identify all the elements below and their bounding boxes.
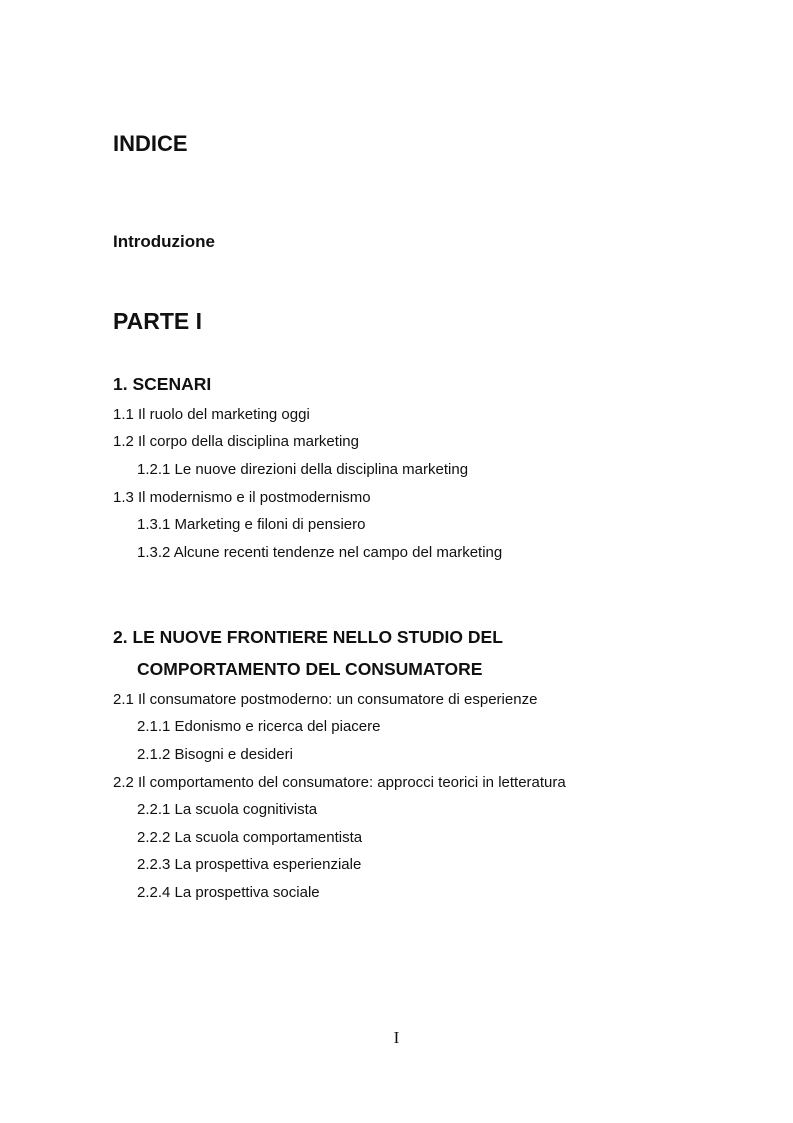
toc-subentry: 1.3.2 Alcune recenti tendenze nel campo del marketing <box>137 544 503 561</box>
toc-subentry: 2.2.1 La scuola cognitivista <box>137 801 318 818</box>
chapter-1-heading: 1. SCENARI <box>113 374 212 394</box>
toc-subentry: 2.2.4 La prospettiva sociale <box>137 884 320 901</box>
toc-subentry: 1.3.1 Marketing e filoni di pensiero <box>137 516 366 533</box>
toc-subentry: 1.2.1 Le nuove direzioni della disciplina marketing <box>137 461 469 478</box>
chapter-2-heading-line1: 2. LE NUOVE FRONTIERE NELLO STUDIO DEL <box>113 627 503 647</box>
page-number: I <box>393 1028 400 1047</box>
index-title: INDICE <box>113 131 188 156</box>
toc-entry: 1.2 Il corpo della disciplina marketing <box>113 433 359 450</box>
toc-entry: 2.2 Il comportamento del consumatore: approcci teorici in letteratura <box>113 774 566 791</box>
chapter-2-heading-line2: COMPORTAMENTO DEL CONSUMATORE <box>137 659 483 679</box>
toc-entry: 1.3 Il modernismo e il postmodernismo <box>113 489 371 506</box>
toc-entry: 2.1 Il consumatore postmoderno: un consumatore di esperienze <box>113 691 538 708</box>
toc-subentry: 2.2.3 La prospettiva esperienziale <box>137 856 362 873</box>
toc-entry: 1.1 Il ruolo del marketing oggi <box>113 406 310 423</box>
introduction-heading: Introduzione <box>113 232 215 251</box>
toc-subentry: 2.2.2 La scuola comportamentista <box>137 829 363 846</box>
part-heading: PARTE I <box>113 308 203 334</box>
toc-subentry: 2.1.2 Bisogni e desideri <box>137 746 293 763</box>
toc-subentry: 2.1.1 Edonismo e ricerca del piacere <box>137 718 381 735</box>
